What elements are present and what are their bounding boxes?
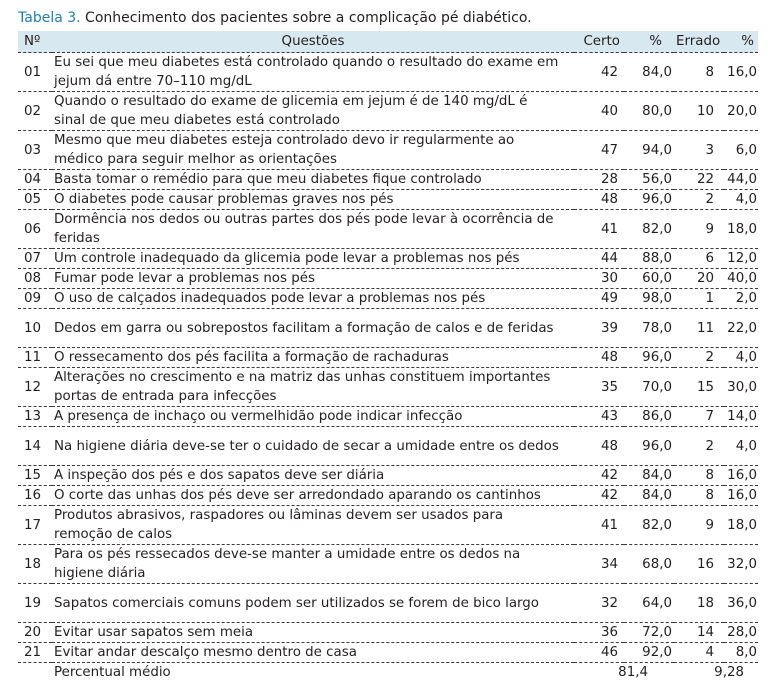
certo-count: 46 [574,643,624,663]
knowledge-table [18,31,758,682]
errado-count: 10 [674,92,724,131]
errado-percent: 14,0 [724,407,758,427]
table-row [18,289,758,309]
certo-percent: 92,0 [624,643,674,663]
errado-count: 15 [674,368,724,407]
table-row [18,190,758,210]
certo-percent: 96,0 [624,427,674,466]
errado-percent: 4,0 [724,348,758,368]
header-errado: Errado [674,31,724,53]
question-text: A presença de inchaço ou vermelhidão pode indicar infecção [52,407,574,427]
certo-count: 47 [574,131,624,170]
certo-count: 48 [574,190,624,210]
errado-count: 8 [674,53,724,92]
header-row [18,31,758,53]
errado-count: 16 [674,545,724,584]
certo-percent: 86,0 [624,407,674,427]
certo-count: 28 [574,170,624,190]
errado-percent: 18,0 [724,506,758,545]
question-text: Dormência nos dedos ou outras partes dos pés pode levar à ocorrência de feridas [52,210,574,249]
certo-percent: 84,0 [624,466,674,486]
summary-certo-average: 81,4 [574,663,674,682]
question-number: 10 [18,309,52,348]
certo-count: 35 [574,368,624,407]
certo-count: 48 [574,427,624,466]
errado-count: 3 [674,131,724,170]
errado-count: 8 [674,466,724,486]
table-row [18,545,758,584]
errado-percent: 4,0 [724,190,758,210]
table-row [18,368,758,407]
question-number: 03 [18,131,52,170]
certo-count: 30 [574,269,624,289]
errado-count: 18 [674,584,724,623]
table-row [18,309,758,348]
question-number: 15 [18,466,52,486]
certo-count: 41 [574,210,624,249]
question-number: 09 [18,289,52,309]
question-text: Um controle inadequado da glicemia pode levar a problemas nos pés [52,249,574,269]
errado-percent: 12,0 [724,249,758,269]
table-row [18,407,758,427]
errado-count: 1 [674,289,724,309]
summary-empty-cell [18,663,52,682]
question-number: 17 [18,506,52,545]
certo-percent: 70,0 [624,368,674,407]
question-number: 19 [18,584,52,623]
errado-count: 4 [674,643,724,663]
question-text: Produtos abrasivos, raspadores ou lâminas devem ser usados para remoção de calos [52,506,574,545]
certo-percent: 80,0 [624,92,674,131]
errado-percent: 30,0 [724,368,758,407]
question-number: 02 [18,92,52,131]
certo-percent: 84,0 [624,53,674,92]
question-number: 16 [18,486,52,506]
question-text: Basta tomar o remédio para que meu diabetes fique controlado [52,170,574,190]
table-row [18,170,758,190]
certo-count: 44 [574,249,624,269]
question-text: Na higiene diária deve-se ter o cuidado de secar a umidade entre os dedos [52,427,574,466]
errado-percent: 16,0 [724,466,758,486]
certo-count: 42 [574,53,624,92]
table-row [18,92,758,131]
table-row [18,249,758,269]
certo-count: 32 [574,584,624,623]
errado-count: 6 [674,249,724,269]
question-text: Sapatos comerciais comuns podem ser utilizados se forem de bico largo [52,584,574,623]
errado-count: 7 [674,407,724,427]
question-text: Para os pés ressecados deve-se manter a umidade entre os dedos na higiene diária [52,545,574,584]
question-number: 12 [18,368,52,407]
question-number: 06 [18,210,52,249]
question-number: 11 [18,348,52,368]
header-number: Nº [18,31,52,53]
errado-count: 9 [674,506,724,545]
certo-count: 39 [574,309,624,348]
table-row [18,584,758,623]
question-number: 07 [18,249,52,269]
certo-percent: 96,0 [624,348,674,368]
certo-percent: 84,0 [624,486,674,506]
table-body [18,53,758,663]
table-row [18,427,758,466]
certo-percent: 98,0 [624,289,674,309]
question-number: 08 [18,269,52,289]
table-row [18,466,758,486]
certo-percent: 78,0 [624,309,674,348]
header-percent-errado: % [724,31,758,53]
errado-count: 11 [674,309,724,348]
table-row [18,131,758,170]
certo-count: 49 [574,289,624,309]
question-number: 01 [18,53,52,92]
errado-percent: 40,0 [724,269,758,289]
question-text: O uso de calçados inadequados pode levar a problemas nos pés [52,289,574,309]
certo-percent: 72,0 [624,623,674,643]
question-number: 20 [18,623,52,643]
errado-count: 2 [674,190,724,210]
errado-percent: 36,0 [724,584,758,623]
errado-count: 9 [674,210,724,249]
header-certo: Certo [574,31,624,53]
header-percent-certo: % [624,31,674,53]
errado-percent: 16,0 [724,486,758,506]
certo-percent: 96,0 [624,190,674,210]
table-row [18,210,758,249]
question-text: Quando o resultado do exame de glicemia em jejum é de 140 mg/dL é sinal de que meu diabetes está controlado [52,92,574,131]
question-number: 18 [18,545,52,584]
question-number: 13 [18,407,52,427]
question-text: Fumar pode levar a problemas nos pés [52,269,574,289]
question-text: Evitar usar sapatos sem meia [52,623,574,643]
table-caption [18,9,532,27]
summary-row [18,663,758,682]
certo-percent: 60,0 [624,269,674,289]
certo-count: 41 [574,506,624,545]
certo-percent: 68,0 [624,545,674,584]
certo-count: 42 [574,466,624,486]
question-number: 21 [18,643,52,663]
question-text: O diabetes pode causar problemas graves nos pés [52,190,574,210]
errado-count: 8 [674,486,724,506]
question-text: Alterações no crescimento e na matriz das unhas constituem importantes portas de entrada para infecções [52,368,574,407]
errado-percent: 4,0 [724,427,758,466]
question-text: O corte das unhas dos pés deve ser arredondado aparando os cantinhos [52,486,574,506]
table-row [18,348,758,368]
errado-percent: 18,0 [724,210,758,249]
certo-count: 40 [574,92,624,131]
question-number: 04 [18,170,52,190]
errado-count: 22 [674,170,724,190]
summary-label: Percentual médio [52,663,574,682]
table-caption-text: Conhecimento dos pacientes sobre a complicação pé diabético. [81,10,532,26]
question-text: Mesmo que meu diabetes esteja controlado devo ir regularmente ao médico para seguir melhor as orientações [52,131,574,170]
certo-count: 48 [574,348,624,368]
certo-count: 34 [574,545,624,584]
errado-count: 2 [674,427,724,466]
table-row [18,53,758,92]
table-row [18,506,758,545]
errado-percent: 6,0 [724,131,758,170]
certo-count: 42 [574,486,624,506]
table-row [18,486,758,506]
summary-errado-average: 9,28 [674,663,758,682]
errado-percent: 22,0 [724,309,758,348]
certo-percent: 56,0 [624,170,674,190]
certo-percent: 82,0 [624,506,674,545]
errado-percent: 44,0 [724,170,758,190]
errado-percent: 8,0 [724,643,758,663]
header-question: Questões [52,31,574,53]
question-number: 05 [18,190,52,210]
question-number: 14 [18,427,52,466]
errado-count: 20 [674,269,724,289]
table-caption-label: Tabela 3. [18,10,81,26]
errado-percent: 32,0 [724,545,758,584]
errado-count: 2 [674,348,724,368]
certo-count: 43 [574,407,624,427]
question-text: A inspeção dos pés e dos sapatos deve ser diária [52,466,574,486]
question-text: Eu sei que meu diabetes está controlado quando o resultado do exame em jejum dá entre 70–110 mg/dL [52,53,574,92]
certo-percent: 94,0 [624,131,674,170]
certo-percent: 64,0 [624,584,674,623]
errado-count: 14 [674,623,724,643]
errado-percent: 2,0 [724,289,758,309]
question-text: Dedos em garra ou sobrepostos facilitam a formação de calos e de feridas [52,309,574,348]
certo-count: 36 [574,623,624,643]
question-text: Evitar andar descalço mesmo dentro de casa [52,643,574,663]
errado-percent: 28,0 [724,623,758,643]
table-row [18,643,758,663]
certo-percent: 82,0 [624,210,674,249]
question-text: O ressecamento dos pés facilita a formação de rachaduras [52,348,574,368]
errado-percent: 16,0 [724,53,758,92]
table-row [18,269,758,289]
certo-percent: 88,0 [624,249,674,269]
table-header [18,31,758,53]
errado-percent: 20,0 [724,92,758,131]
